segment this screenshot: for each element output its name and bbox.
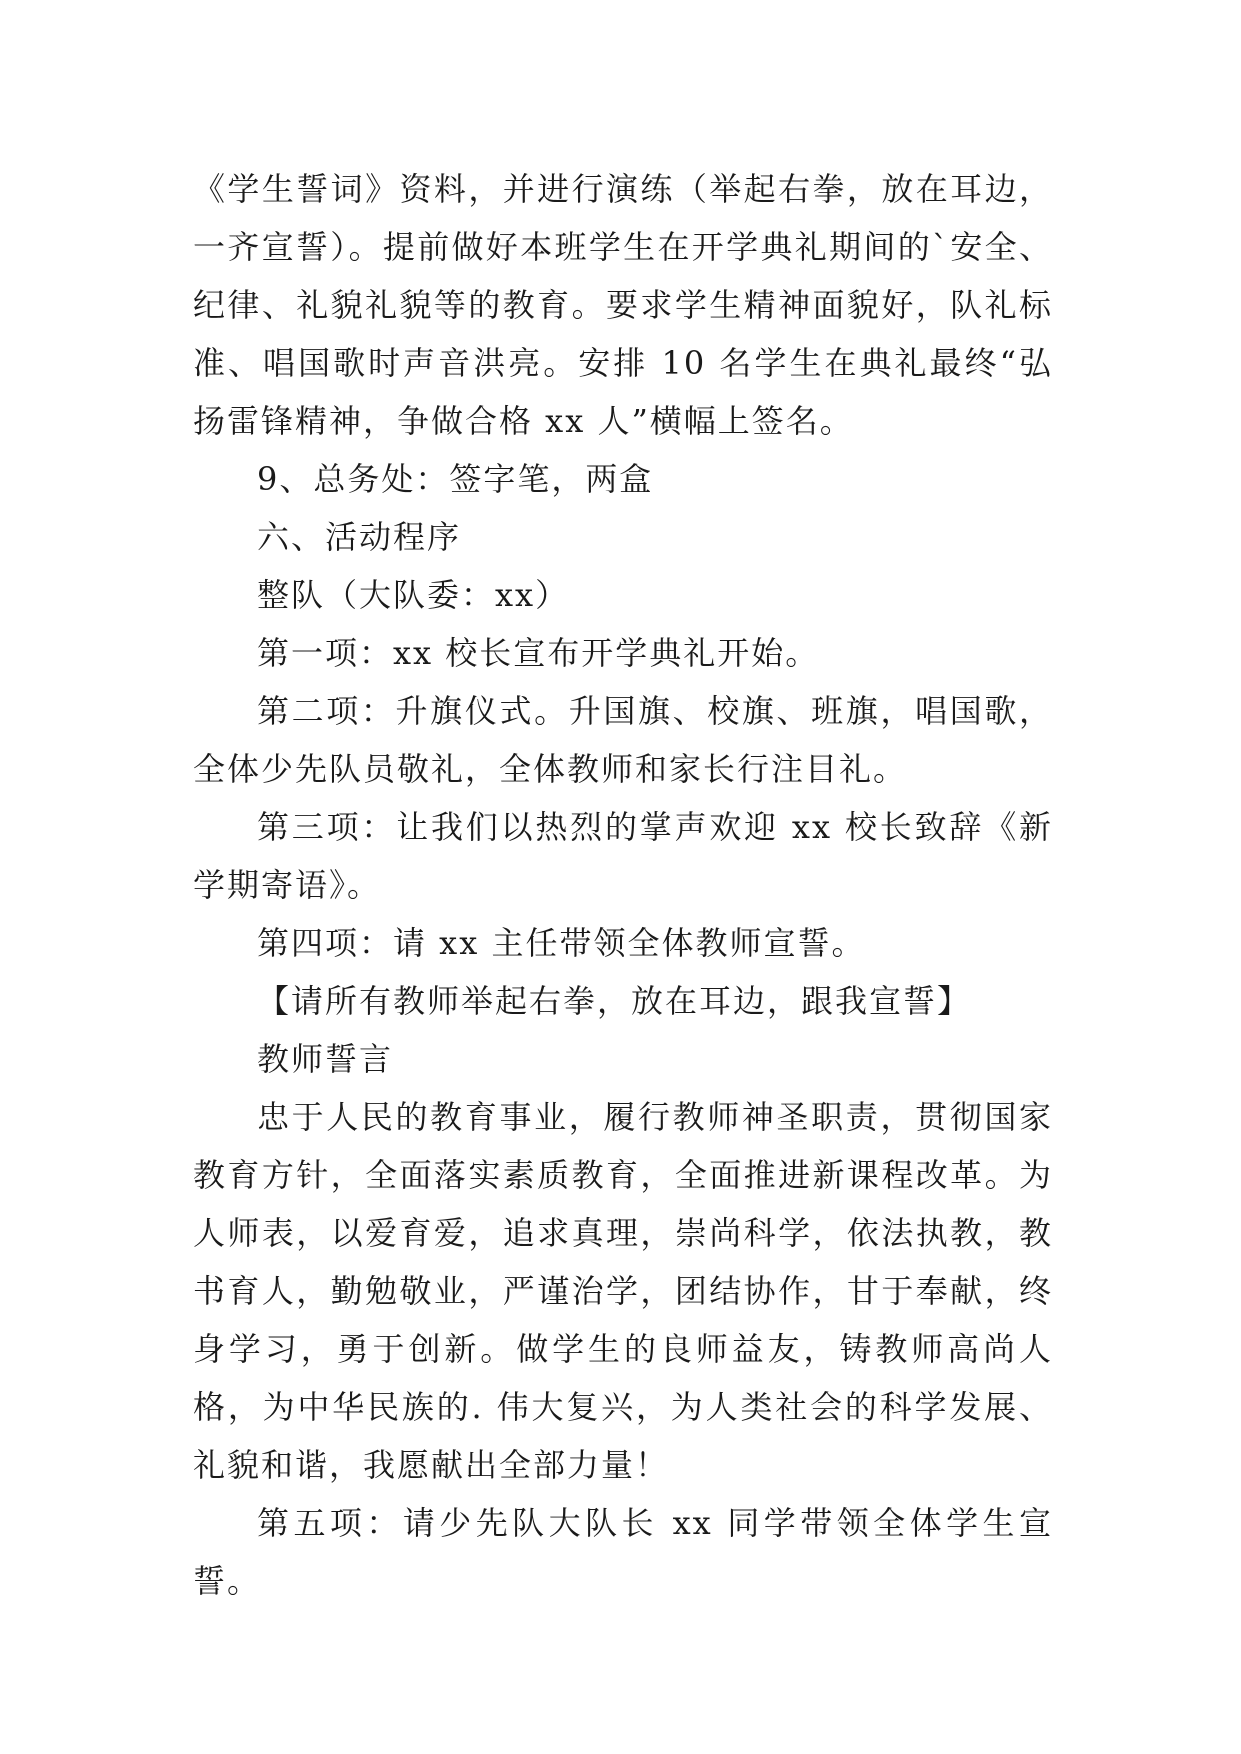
heading-teacher-oath: 教师誓言 xyxy=(257,1040,394,1078)
paragraph-item-five: 第五项：请少先队大队长 xx 同学带领全体学生宣誓。 xyxy=(193,1504,1053,1600)
paragraph-item-three: 第三项：让我们以热烈的掌声欢迎 xx 校长致辞《新学期寄语》。 xyxy=(193,808,1053,904)
paragraph-item-one: 第一项：xx 校长宣布开学典礼开始。 xyxy=(257,634,820,672)
paragraph-teacher-oath-text: 忠于人民的教育事业，履行教师神圣职责，贯彻国家教育方针，全面落实素质教育，全面推进新课程改革。为人师表，以爱育爱，追求真理，崇尚科学，依法执教，教书育人，勤勉敬业，严谨治学，团结协作，甘于奉献，终身学习，勇于创新。做学生的良师益友，铸教师高尚人格，为中华民族的. 伟大复兴，为人类社会的科学发展、礼貌和谐，我愿献出全部力量！ xyxy=(193,1098,1053,1484)
paragraph-item-two: 第二项：升旗仪式。升国旗、校旗、班旗，唱国歌，全体少先队员敬礼，全体教师和家长行注目礼。 xyxy=(193,692,1053,788)
document-body xyxy=(193,160,1053,1610)
paragraph-general-affairs: 9、总务处：签字笔，两盒 xyxy=(257,460,654,498)
paragraph-item-four: 第四项：请 xx 主任带领全体教师宣誓。 xyxy=(257,924,866,962)
paragraph-student-oath-continuation: 《学生誓词》资料，并进行演练（举起右拳，放在耳边，一齐宣誓）。提前做好本班学生在开学典礼期间的`安全、纪律、礼貌礼貌等的教育。要求学生精神面貌好，队礼标准、唱国歌时声音洪亮。安排 10 名学生在典礼最终“弘扬雷锋精神，争做合格 xx 人”横幅上签名。 xyxy=(193,170,1053,440)
paragraph-oath-instruction: 【请所有教师举起右拳，放在耳边，跟我宣誓】 xyxy=(257,982,972,1020)
paragraph-line-up: 整队（大队委：xx） xyxy=(257,576,570,614)
section-heading-activity-procedure: 六、活动程序 xyxy=(257,518,462,556)
